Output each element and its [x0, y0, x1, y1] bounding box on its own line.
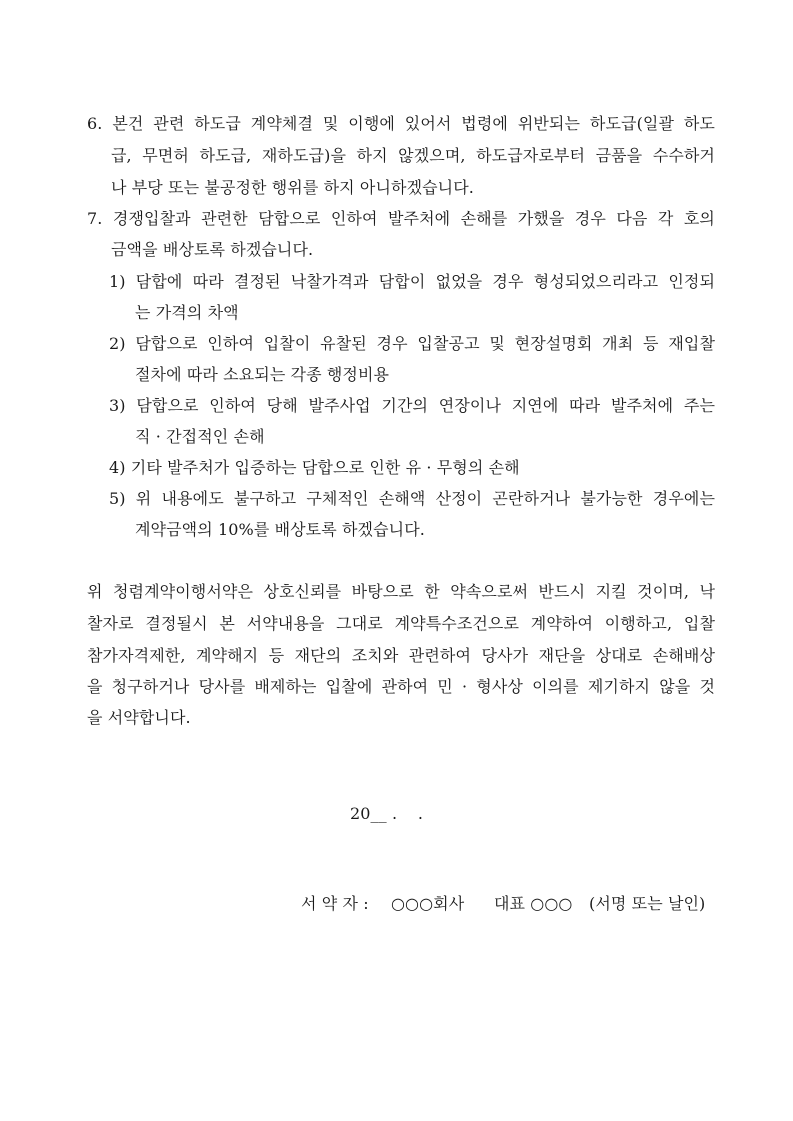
closing-line-2: 찰자로 결정될시 본 서약내용을 그대로 계약특수조건으로 계약하여 이행하고, 입찰 — [87, 614, 715, 633]
subitem-5-line-1: 5) 위 내용에도 불구하고 구체적인 손해액 산정이 곤란하거나 불가능한 경우에는 — [109, 489, 715, 508]
subitem-3-line-2: 직 · 간접적인 손해 — [135, 427, 265, 446]
subitem-2-line-2: 절차에 따라 소요되는 각종 행정비용 — [135, 365, 390, 384]
item-7-line-2: 금액을 배상토록 하겠습니다. — [111, 240, 314, 259]
signature-rep: 대표 ○○○ — [494, 894, 573, 913]
subitem-5-line-2: 계약금액의 10%를 배상토록 하겠습니다. — [135, 520, 425, 539]
subitem-1-line-2: 는 가격의 차액 — [135, 303, 239, 322]
subitem-4-line-1: 4) 기타 발주처가 입증하는 담합으로 인한 유 · 무형의 손해 — [109, 458, 520, 477]
item-7-line-1: 7. 경쟁입찰과 관련한 담합으로 인하여 발주처에 손해를 가했을 경우 다음 각 호의 — [87, 209, 715, 228]
closing-line-5: 을 서약합니다. — [87, 708, 191, 727]
subitem-3-line-1: 3) 담합으로 인하여 당해 발주사업 기간의 연장이나 지연에 따라 발주처에 주는 — [109, 396, 715, 415]
subitem-1-line-1: 1) 담합에 따라 결정된 낙찰가격과 담합이 없었을 경우 형성되었으리라고 인정되 — [109, 272, 715, 291]
item-6-line-2: 급, 무면허 하도급, 재하도급)을 하지 않겠으며, 하도급자로부터 금품을 수수하거 — [111, 146, 715, 165]
closing-line-4: 을 청구하거나 당사를 배제하는 입찰에 관하여 민 · 형사상 이의를 제기하지 않을 것 — [87, 677, 716, 696]
subitem-2-line-1: 2) 담합으로 인하여 입찰이 유찰된 경우 입찰공고 및 현장설명회 개최 등 재입찰 — [109, 334, 715, 353]
closing-line-3: 참가자격제한, 계약해지 등 재단의 조치와 관련하여 당사가 재단을 상대로 손해배상 — [87, 646, 715, 665]
signature-company: ○○○회사 — [391, 894, 465, 913]
signature-label: 서 약 자 : — [301, 894, 369, 913]
item-6-line-1: 6. 본건 관련 하도급 계약체결 및 이행에 있어서 법령에 위반되는 하도급(일괄 하도 — [87, 114, 715, 133]
closing-line-1: 위 청렴계약이행서약은 상호신뢰를 바탕으로 한 약속으로써 반드시 지킬 것이며, 낙 — [87, 582, 715, 601]
date-line: 20__ . . — [350, 804, 424, 823]
signature-note: (서명 또는 날인) — [589, 894, 706, 913]
item-6-line-3: 나 부당 또는 불공정한 행위를 하지 아니하겠습니다. — [111, 178, 474, 197]
